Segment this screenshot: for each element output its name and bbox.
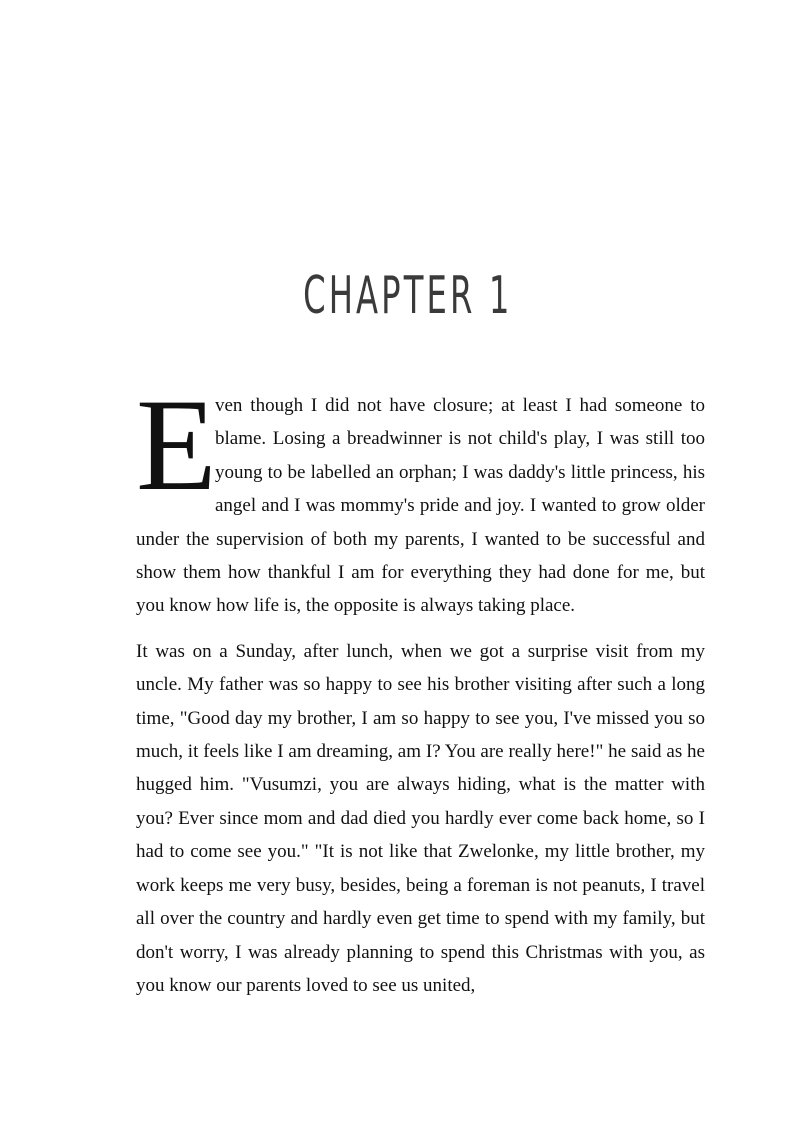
- paragraph-2-text: It was on a Sunday, after lunch, when we got a surprise visit from my uncle. My father was so happy to see his brother visiting after such a long time, "Good day my brother, I am so happy to see you, I've missed you so much, it feels like I am dreaming, am I? You are really here!" he said as he hugged him. "Vusumzi, you are always hiding, what is the matter with you? Ever since mom and dad died you hardly ever come back home, so I had to come see you." "It is not like that Zwelonke, my little brother, my work keeps me very busy, besides, being a foreman is not peanuts, I travel all over the country and hardly even get time to spend with my family, but don't worry, I was already planning to spend this Christmas with you, as you know our parents loved to see us united,: [136, 640, 705, 996]
- paragraph-1-text: ven though I did not have closure; at least I had someone to blame. Losing a breadwinner is not child's play, I was still too young to be labelled an orphan; I was daddy's little princess, his angel and I was mommy's pride and joy. I wanted to grow older under the supervision of both my parents, I wanted to be successful and show them how thankful I am for everything they had done for me, but you know how life is, the opposite is always taking place.: [136, 395, 705, 617]
- paragraph-1: [136, 371, 705, 623]
- paragraph-2: [136, 635, 705, 1002]
- chapter-body: [136, 371, 705, 1002]
- drop-cap-initial: E: [136, 371, 217, 518]
- chapter-title: CHAPTER 1: [303, 266, 513, 326]
